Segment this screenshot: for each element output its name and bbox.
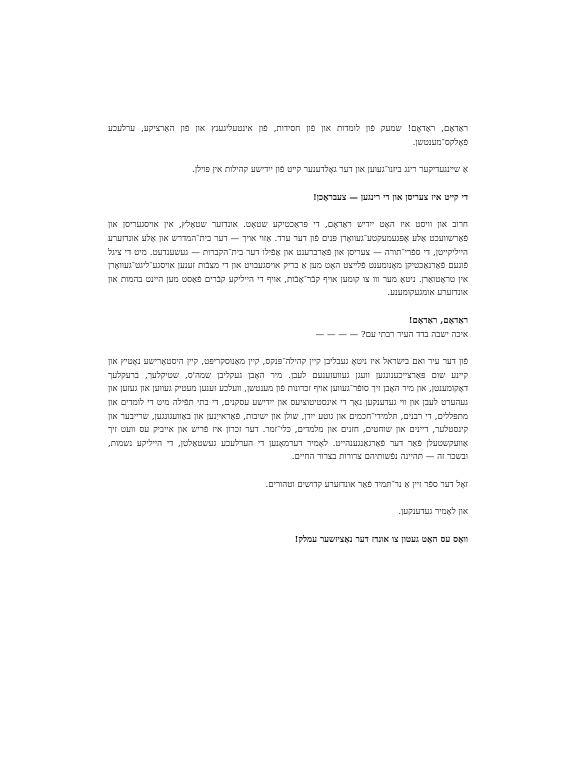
remember-line: און לאָמיר געדענקען. [398,507,468,518]
destruction-paragraph: חרוב און וויסט איז האָט ייִדיש ראַדאָם, די פּראַכטיקע שטאָט. אונדזער שטאָלץ, אין אויסגעריסן און פֿאַרשוועכט אַלע אָפּגעמעקטע־געוואָרן פּנים פֿון דער ערד. אַזוי אויך — דער בית־המדרש און אַלע אונדזערע הייליקייטן, די ספֿרי־תורה — צעריסן און פֿאַרברענט און אַפֿילו דער בית־הקברות — געשענדעט. מיט די ציגל פֿונעם פֿאַרנאַכטיקן מאָנומענט פֿלײצט האָט מען אַ בריק אויסגעבויט און די מצבֿות זענען אויסגע־ליגט־געוואָרן אין טראָטואַרן. ניטאָ מער ווו צו קומען אויף קבֿר־אָבֿות, אויף די הייליקע קבֿרים פֿאַסט מען היינט בהמות און אונדזערע אומגעקומענע. [108,220,468,299]
document-page [108,123,468,562]
amalek-line: וואָס עס האָט געטון צו אונדז דער נאַציזשער עמלק! [294,535,468,546]
memorial-line: זאָל דער ספֿר זיין אַ נר־תּמיד פֿאַר אונדזערע קדושים וטהורים. [265,479,468,490]
lament-heading: ראַדאָם, ראַדאָם! [408,315,468,326]
chain-paragraph: אַ שײנגעדיקער רינג ביזנו־געוען און דער גאָלדענער קײט פֿון ייִדישע קהילות אין פּױלן. [192,165,468,176]
chain-broken-line: די קײט איז צעריסן און די רינגען — צעבראָכן! [312,192,468,203]
memory-paragraph: פֿון דער עיר ואם בישׂראל איז ניטאָ געבליבן קיין קהילה־פּנקס, קיין מאַנוסקריפּט, קיין היסטאָרישע נאָטיץ און קיינע שום פּאַרצייכענונגען וועגן געוועזענעם לעבן. מיר האָבן געקליבן שמה'ס, שטיקלעך, ברעקלעך דאָקומענטן, און מיר האָבן זיך סופֿר־געווען אויף זכרונות פֿון מענטשן, וועלכע זענען מעטיק געווען און געזען און געהערט לעבן און ווי געדענקען נאָך די אינסטיטוציעס און ייִדישע עסקנים, די בתי תפֿילה מיט די לומדים און מתפּללים, די רבנים, תּלמידי־חכמים און גוטע ייִדן, שולן און ישיבות, פֿאַראייַנען און באַוועגונגען, שרייבער און קינסטלער, דיינים און שוחטים, חזנים און מלמדים, כּלי־זמר. דער זכרון איז פֿריש און אייביק עס וועט זיך אַוועקשטעלן פֿאַר דער פֿאַרגאַנגענהייט. לאָמיר דערמאָנען די הערלעכע געשטאַלטן, די הייליקע נשמות, ובשכר זה — תּהיינה נפֿשותיהם צרורות בצרור החיים. [108,357,468,463]
intro-paragraph: ראַדאָם, ראַדאָם! שמעק פֿון לומדות און פֿון חסידות, פֿון אינטעליגענץ און פֿון האַרציקע, ערלעכע פֿאָלקס־מענטשן. [108,124,468,148]
lament-verse: איכה ישבה בדד העיר רבתי עם? — — — — [315,329,468,340]
